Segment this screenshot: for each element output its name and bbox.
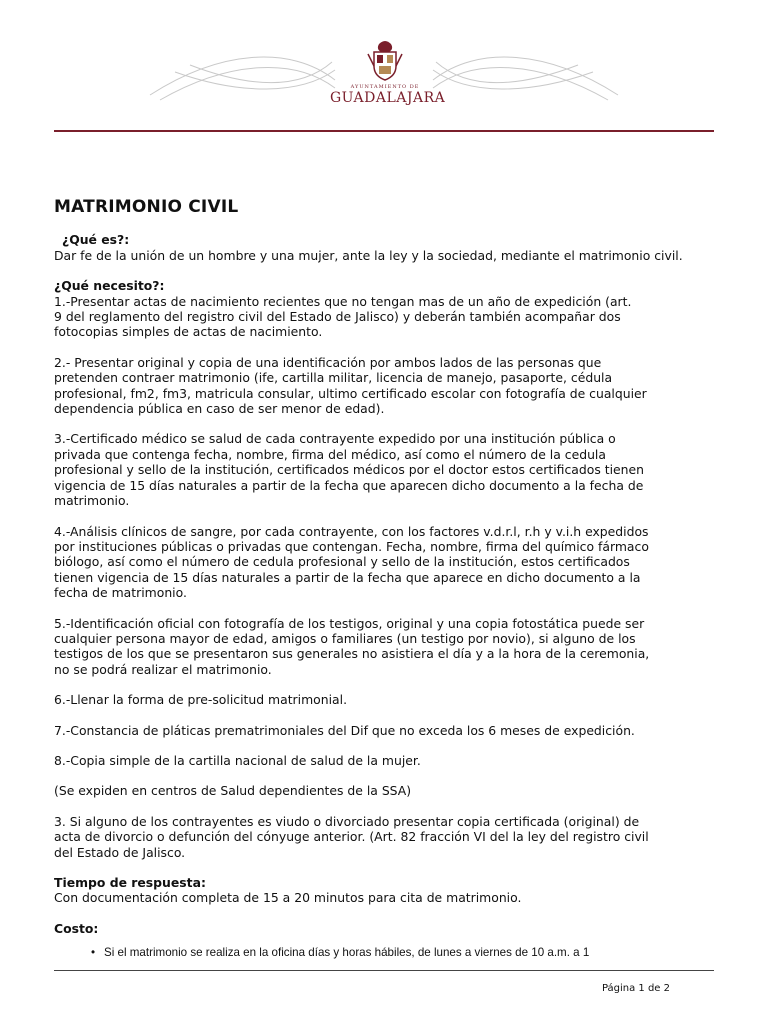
coat-of-arms-icon xyxy=(365,40,405,82)
requirement-line: dependencia pública en caso de ser menor de edad). xyxy=(54,401,385,417)
document-body xyxy=(54,197,714,961)
requirement-line: 3. Si alguno de los contrayentes es viudo o divorciado presentar copia certificada (original) de xyxy=(54,813,640,829)
requirement-line: del Estado de Jalisco. xyxy=(54,844,186,860)
section-label-que-necesito: ¿Qué necesito?: xyxy=(54,278,165,294)
logo-title: GUADALAJARA xyxy=(330,90,446,106)
requirement-item xyxy=(54,723,714,738)
requirement-line: 8.-Copia simple de la cartilla nacional de salud de la mujer. xyxy=(54,752,421,768)
requirement-line: 7.-Constancia de pláticas prematrimoniales del Dif que no exceda los 6 meses de expedición. xyxy=(54,722,635,738)
requirement-line: 2.- Presentar original y copia de una identificación por ambos lados de las personas que xyxy=(54,354,602,370)
guadalajara-logo xyxy=(330,40,446,115)
requirement-item xyxy=(54,692,714,707)
requirement-line: testigos de los que se presentaron sus generales no asistiera el día y a la hora de la ceremonia, xyxy=(54,646,650,662)
requirement-item xyxy=(54,814,714,860)
requirement-line: tienen vigencia de 15 días naturales a partir de la fecha que aparece en dicho documento a la xyxy=(54,569,641,585)
section-que-es xyxy=(54,232,714,263)
requirement-line: matrimonio. xyxy=(54,493,130,509)
requirement-line: 9 del reglamento del registro civil del Estado de Jalisco) y deberán también acompañar dos xyxy=(54,309,621,325)
requirement-item xyxy=(54,524,714,601)
section-label: Tiempo de respuesta: xyxy=(54,875,206,890)
requirement-line: biólogo, así como el número de cedula profesional y sello de la institución, estos certificados xyxy=(54,554,630,570)
footer-divider xyxy=(54,970,714,971)
section-label: Costo: xyxy=(54,920,99,936)
section-text: Dar fe de la unión de un hombre y una mujer, ante la ley y la sociedad, mediante el matrimonio civil. xyxy=(54,247,683,263)
requirement-line: 5.-Identificación oficial con fotografía de los testigos, original y una copia fotostática puede ser xyxy=(54,615,645,631)
requirement-line: vigencia de 15 días naturales a partir de la fecha que aparecen dicho documento a la fecha de xyxy=(54,477,644,493)
logo-subtitle: AYUNTAMIENTO DE xyxy=(350,84,420,90)
section-costo xyxy=(54,921,714,961)
requirement-line: fotocopias simples de actas de nacimiento. xyxy=(54,324,323,340)
requirement-line: profesional, fm2, fm3, matricula consular, ultimo certificado escolar con fotografía de cualquier xyxy=(54,385,647,401)
requirement-line: 1.-Presentar actas de nacimiento recientes que no tengan mas de un año de expedición (art. xyxy=(54,293,632,309)
page-number: Página 1 de 2 xyxy=(601,983,670,994)
section-label: ¿Qué es?: xyxy=(62,232,130,248)
requirement-item xyxy=(54,616,714,678)
requirement-line: 6.-Llenar la forma de pre-solicitud matrimonial. xyxy=(54,692,348,708)
requirement-line: profesional y sello de la institución, certificados médicos por el doctor estos certificados tienen xyxy=(54,462,644,478)
requirement-item xyxy=(54,355,714,417)
requirement-item xyxy=(54,431,714,508)
requirement-line: (Se expiden en centros de Salud dependientes de la SSA) xyxy=(54,783,412,799)
requirement-line: cualquier persona mayor de edad, amigos o familiares (un testigo por novio), si alguno de los xyxy=(54,630,636,646)
requirement-line: 4.-Análisis clínicos de sangre, por cada contrayente, con los factores v.d.r.l, r.h y v.i.h expedidos xyxy=(54,523,649,539)
requirement-line: no se podrá realizar el matrimonio. xyxy=(54,661,272,677)
page-title: MATRIMONIO CIVIL xyxy=(54,197,239,217)
requirement-line: fecha de matrimonio. xyxy=(54,585,187,601)
requirements-list xyxy=(54,294,714,860)
requirement-line: pretenden contraer matrimonio (ife, cartilla militar, licencia de manejo, pasaporte, cédula xyxy=(54,370,613,386)
list-item: • Si el matrimonio se realiza en la oficina días y horas hábiles, de lunes a viernes de 10 a.m. a 1 xyxy=(54,945,714,960)
requirement-item xyxy=(54,783,714,798)
requirement-line: acta de divorcio o defunción del cónyuge anterior. (Art. 82 fracción VI del la ley del registro civil xyxy=(54,829,649,845)
requirement-line: 3.-Certificado médico se salud de cada contrayente expedido por una institución pública o xyxy=(54,431,616,447)
requirement-item xyxy=(54,753,714,768)
requirement-line: por instituciones públicas o privadas que contengan. Fecha, nombre, firma del químico fármaco xyxy=(54,538,649,554)
requirement-line: privada que contenga fecha, nombre, firma del médico, así como el número de la cedula xyxy=(54,446,606,462)
requirement-item xyxy=(54,294,714,340)
section-tiempo xyxy=(54,875,714,906)
header-divider xyxy=(54,130,714,132)
document-header xyxy=(0,0,768,130)
cost-list xyxy=(54,945,714,960)
section-text: Con documentación completa de 15 a 20 minutos para cita de matrimonio. xyxy=(54,890,522,906)
